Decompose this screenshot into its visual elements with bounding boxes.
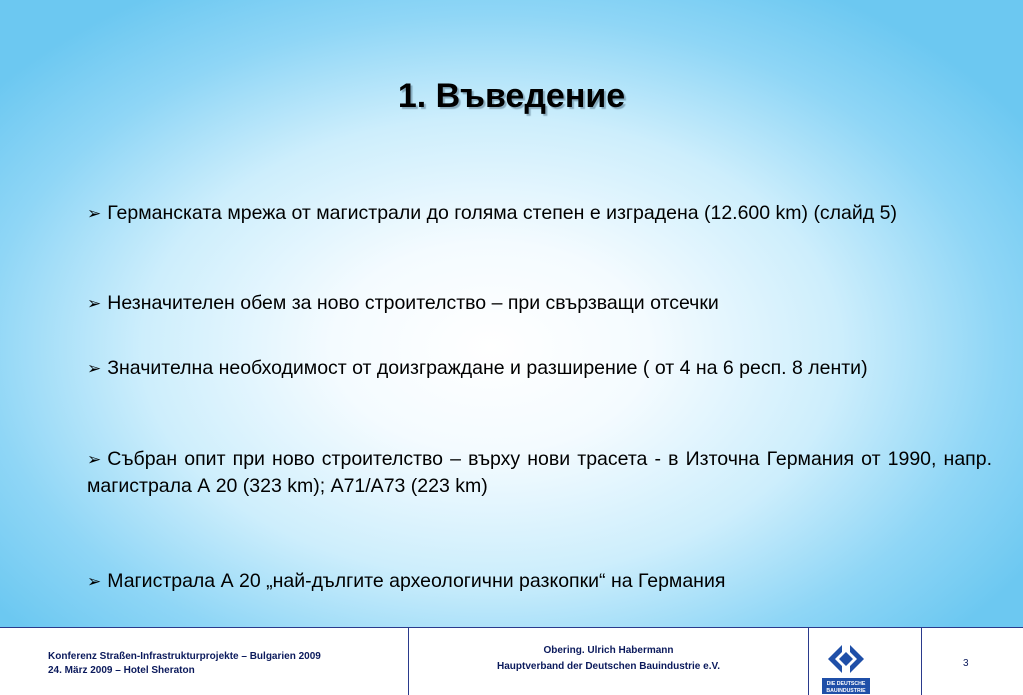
slide-footer (0, 627, 1023, 695)
footer-divider (808, 628, 809, 695)
arrow-bullet-icon: ➢ (87, 294, 102, 313)
arrow-bullet-icon: ➢ (87, 450, 102, 469)
footer-presenter-info (409, 643, 808, 675)
bullet-text: Незначителен обем за ново строителство – при свързващи отсечки (107, 292, 719, 314)
logo-text-line1: DIE DEUTSCHE (826, 681, 866, 687)
logo-text-line2: BAUINDUSTRIE (826, 688, 866, 694)
footer-conference-info (48, 650, 321, 678)
footer-divider (921, 628, 922, 695)
bullet-text: Събран опит при ново строителство – върху нови трасета - в Източна Германия от 1990, напр. магистрала А 20 (323 km); А71/А73 (223 km) (87, 448, 992, 497)
bullet-text: Магистрала А 20 „най-дългите археологични разкопки“ на Германия (107, 570, 726, 592)
arrow-bullet-icon: ➢ (87, 359, 102, 378)
organization-name: Hauptverband der Deutschen Bauindustrie e.V. (496, 661, 721, 672)
bauindustrie-logo-icon (822, 642, 870, 694)
bullet-text: Значителна необходимост от доизграждане и разширение ( от 4 на 6 респ. 8 ленти) (107, 357, 868, 379)
bullet-item (87, 446, 992, 500)
bullet-item (87, 290, 992, 317)
bullet-text: Германската мрежа от магистрали до голяма степен е изградена (12.600 km) (слайд 5) (107, 202, 897, 224)
arrow-bullet-icon: ➢ (87, 572, 102, 591)
bullet-item (87, 355, 992, 382)
presenter-name: Obering. Ulrich Habermann (543, 645, 674, 656)
conference-line: Konferenz Straßen-Infrastrukturprojekte – Bulgarien 2009 (48, 651, 321, 662)
arrow-bullet-icon: ➢ (87, 204, 102, 223)
bullet-item (87, 200, 992, 227)
slide-title: 1. Въведение (397, 77, 626, 115)
date-line: 24. März 2009 – Hotel Sheraton (48, 665, 195, 676)
bullet-item (87, 568, 992, 595)
page-number: 3 (963, 658, 969, 669)
